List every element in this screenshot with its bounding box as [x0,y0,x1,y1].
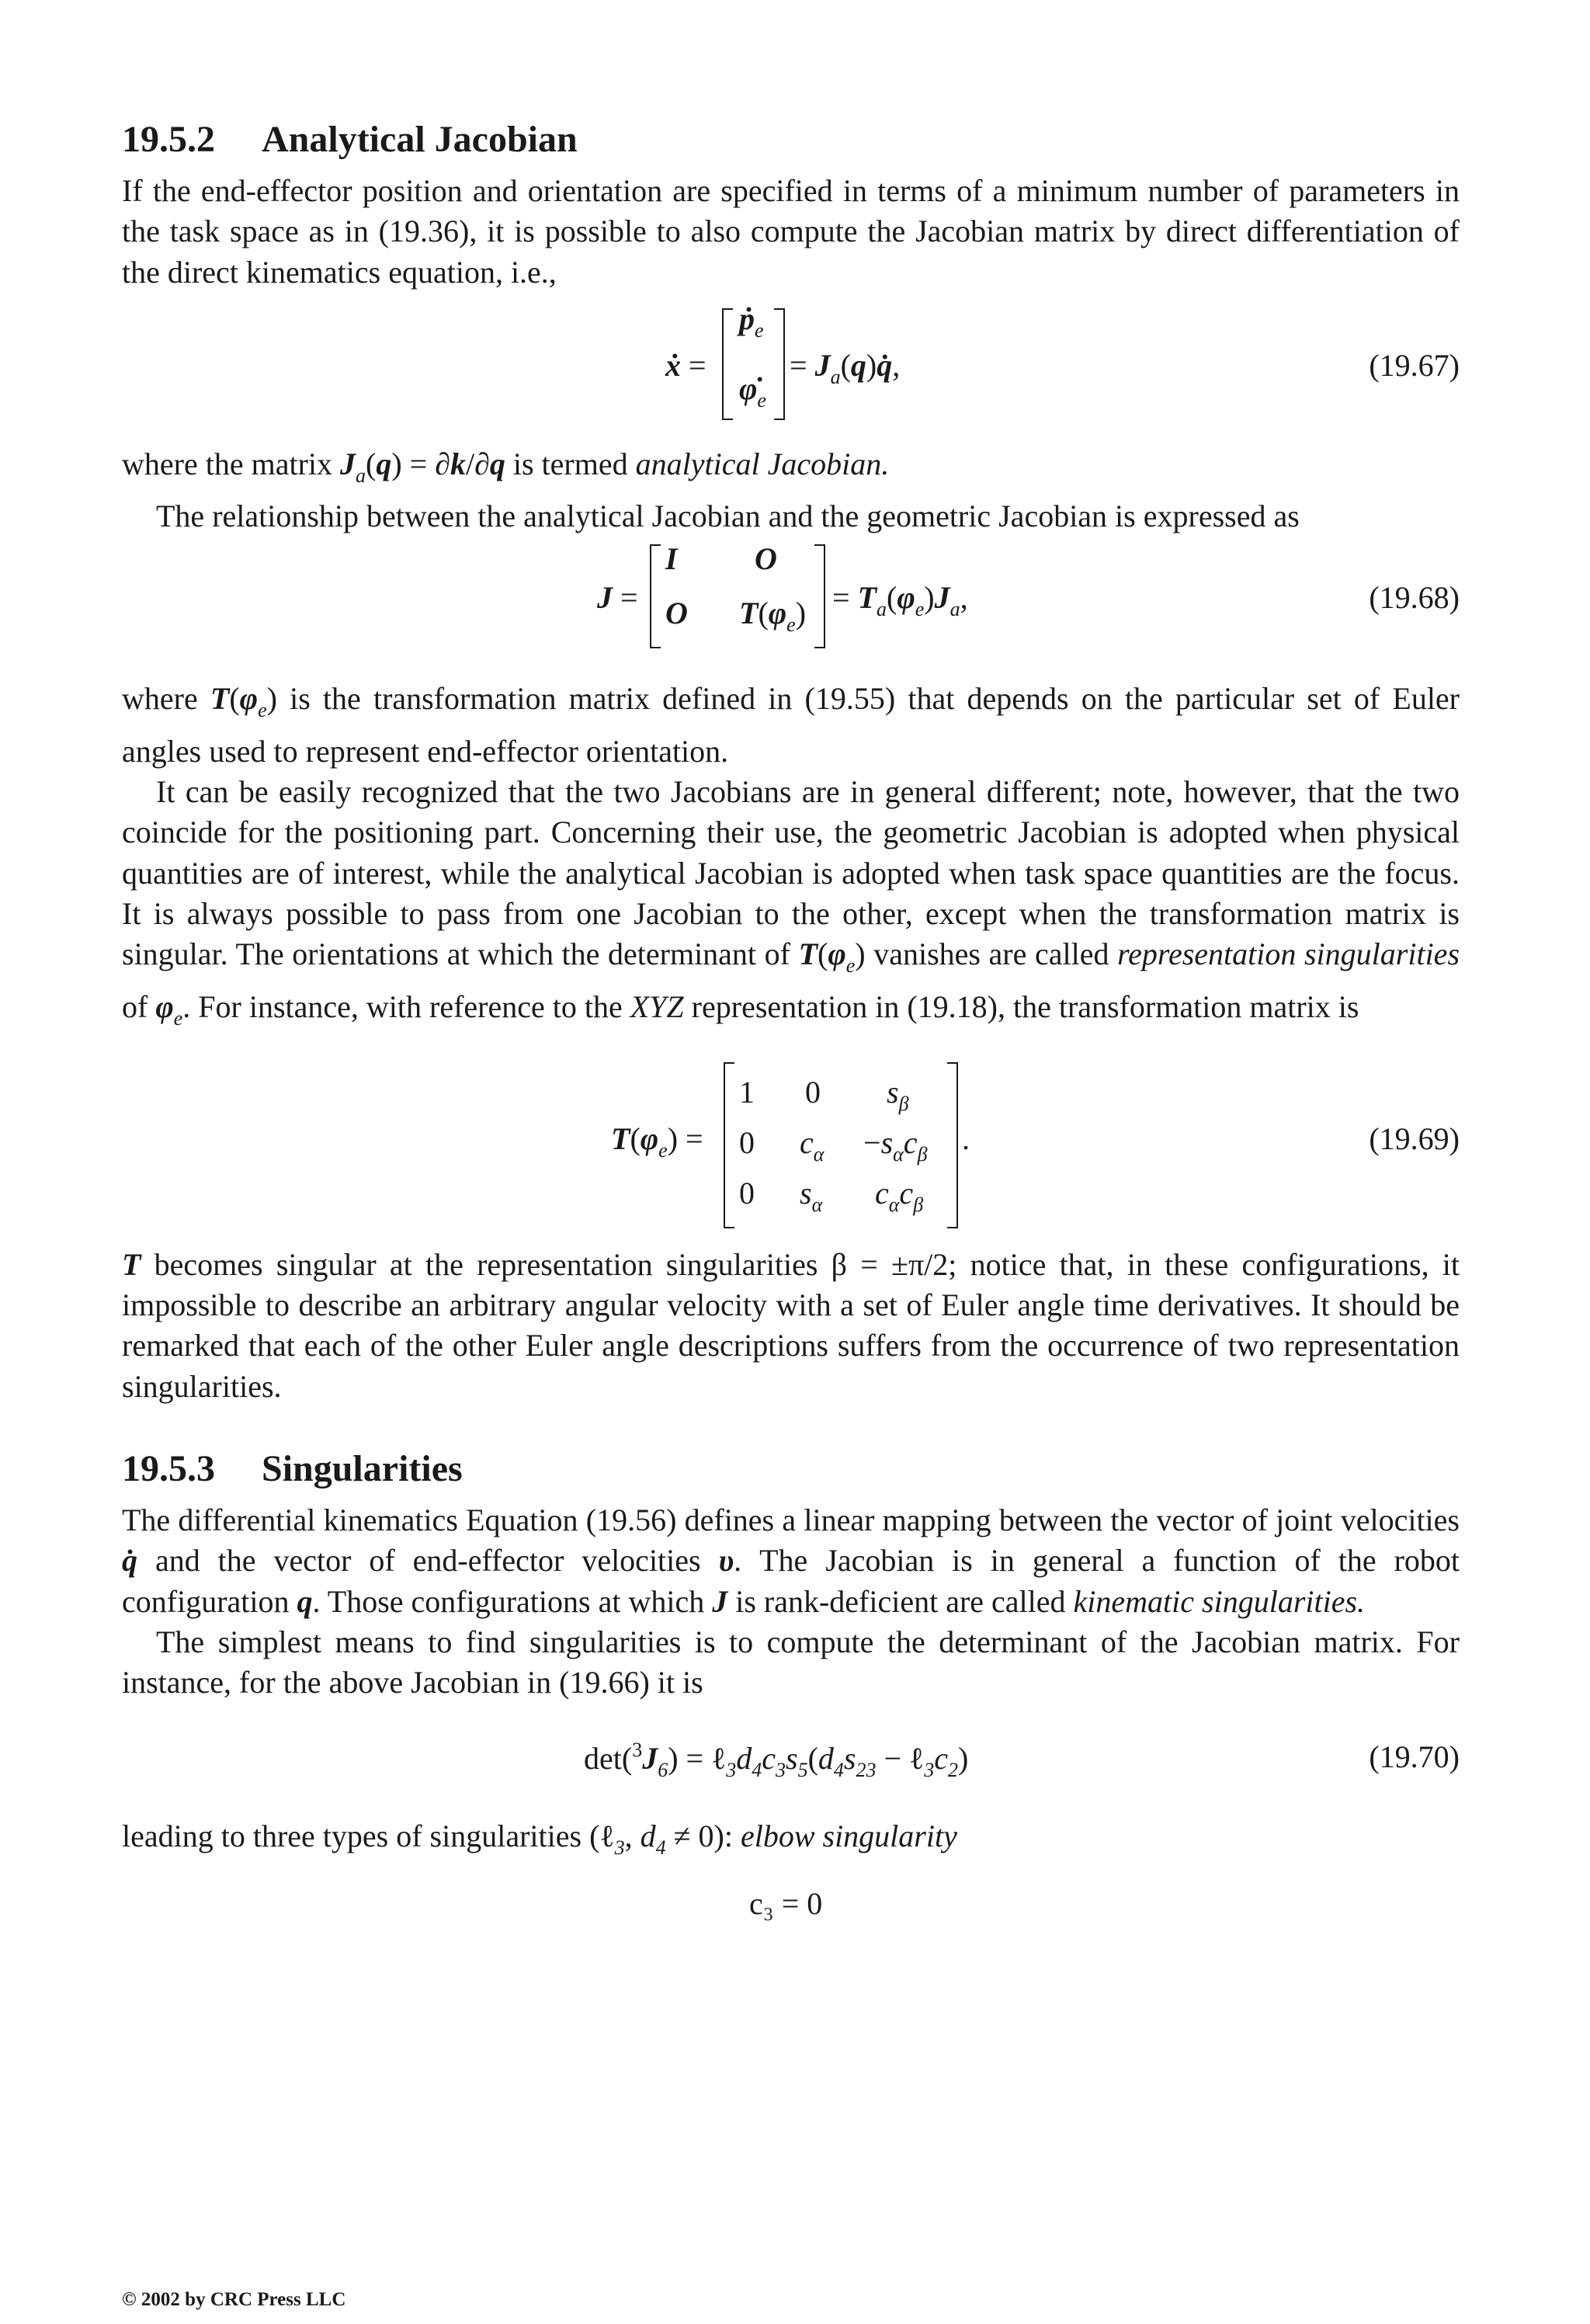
paragraph: leading to three types of singularities (ℓ$_3$, $d_4 \ne 0$): elbow singularity [122,1818,957,1859]
bracket-right [814,544,825,648]
paragraph: It can be easily recognized that the two Jacobians are in general different; note, however, that the two coincide for the positioning part. Concerning their use, the geometric Jacobian is adopted when physical quantities are of interest, while the analytical Jacobian is adopted when task space quantities are the focus. It is always possible to pass from one Jacobian to the other, except when the transformation matrix is singular. The orientations at which the determinant of $T(\varphi_e)$ vanishes are called representation singularities of $\varphi_e$. For instance, with reference to the XYZ representation in (19.18), the transformation matrix is [122,774,1460,1030]
section-title: Analytical Jacobian [262,119,578,160]
page-content [122,116,1460,1938]
paragraph: where the matrix $J_a(q) = \partial k/\partial q$ is termed analytical Jacobian. [122,446,890,487]
equation-19-69: $T(\varphi_e)$ = 1 0 $s_\beta$ 0 $c_\alpha$ $-s_\alpha c_\beta$ 0 $s_\alpha$ $c_\alpha c_\beta$ . (19.69) [122,1039,1460,1245]
equation-number: (19.68) [1369,580,1460,616]
section-number: 19.5.3 [122,1448,215,1490]
section-heading-analytical-jacobian [122,116,1460,163]
paragraph: The simplest means to find singularities is to compute the determinant of the Jacobian matrix. For instance, for the above Jacobian in (19.66) it is [122,1624,1460,1700]
equation-number: (19.69) [1369,1120,1460,1156]
paragraph: where $T(\varphi_e)$ is the transformation matrix defined in (19.55) that depends on the particular set of Euler angles used to represent end-effector orientation. [122,681,1460,769]
section-number: 19.5.2 [122,119,215,160]
equation-19-67: ẋ = $ṗ_e$ $\varphi̇_e$ = $J_a(q)q̇$, (19.67) [122,293,1460,436]
copyright-footer: © 2002 by CRC Press LLC [122,2289,346,2310]
bracket-left [650,544,661,648]
paragraph: If the end-effector position and orientation are specified in terms of a minimum number of parameters in the task space as in (19.36), it is possible to also compute the Jacobian matrix by direct differentiation of the direct kinematics equation, i.e., [122,173,1460,290]
paragraph: The relationship between the analytical Jacobian and the geometric Jacobian is expressed as [156,498,1300,534]
equation-c3 [122,1868,1460,1938]
bracket-right [947,1062,958,1228]
equation-19-70: $\det(^3J_6)$ = $\ell_3d_4c_3s_5(d_4s_{23}$ − $\ell_3c_2$) (19.70) [584,1738,1460,1781]
section-heading-singularities [122,1446,1460,1492]
bracket-right [774,308,785,420]
paragraph: The differential kinematics Equation (19.56) defines a linear mapping between the vector of joint velocities q̇ and the vector of end-effector velocities υ. The Jacobian is in general a function of the robot configuration q. Those configurations at which J is rank-deficient are called kinematic singularities. [122,1502,1460,1619]
equation-text: c₃ = 0 [749,1885,823,1921]
section-title: Singularities [262,1448,463,1490]
equation-number: (19.70) [1369,1739,1460,1774]
equation-19-68: J = I O O $T(\varphi_e)$ = $T_a(\varphi_e)J_a$, (19.68) [122,537,1460,665]
bracket-left [724,1062,734,1228]
paragraph: T becomes singular at the representation singularities β = ±π/2; notice that, in these configurations, it impossible to describe an arbitrary angular velocity with a set of Euler angle time derivatives. It should be remarked that each of the other Euler angle descriptions suffers from the occurrence of two representation singularities. [122,1246,1460,1404]
equation-number: (19.67) [1369,347,1460,383]
bracket-left [722,308,733,420]
